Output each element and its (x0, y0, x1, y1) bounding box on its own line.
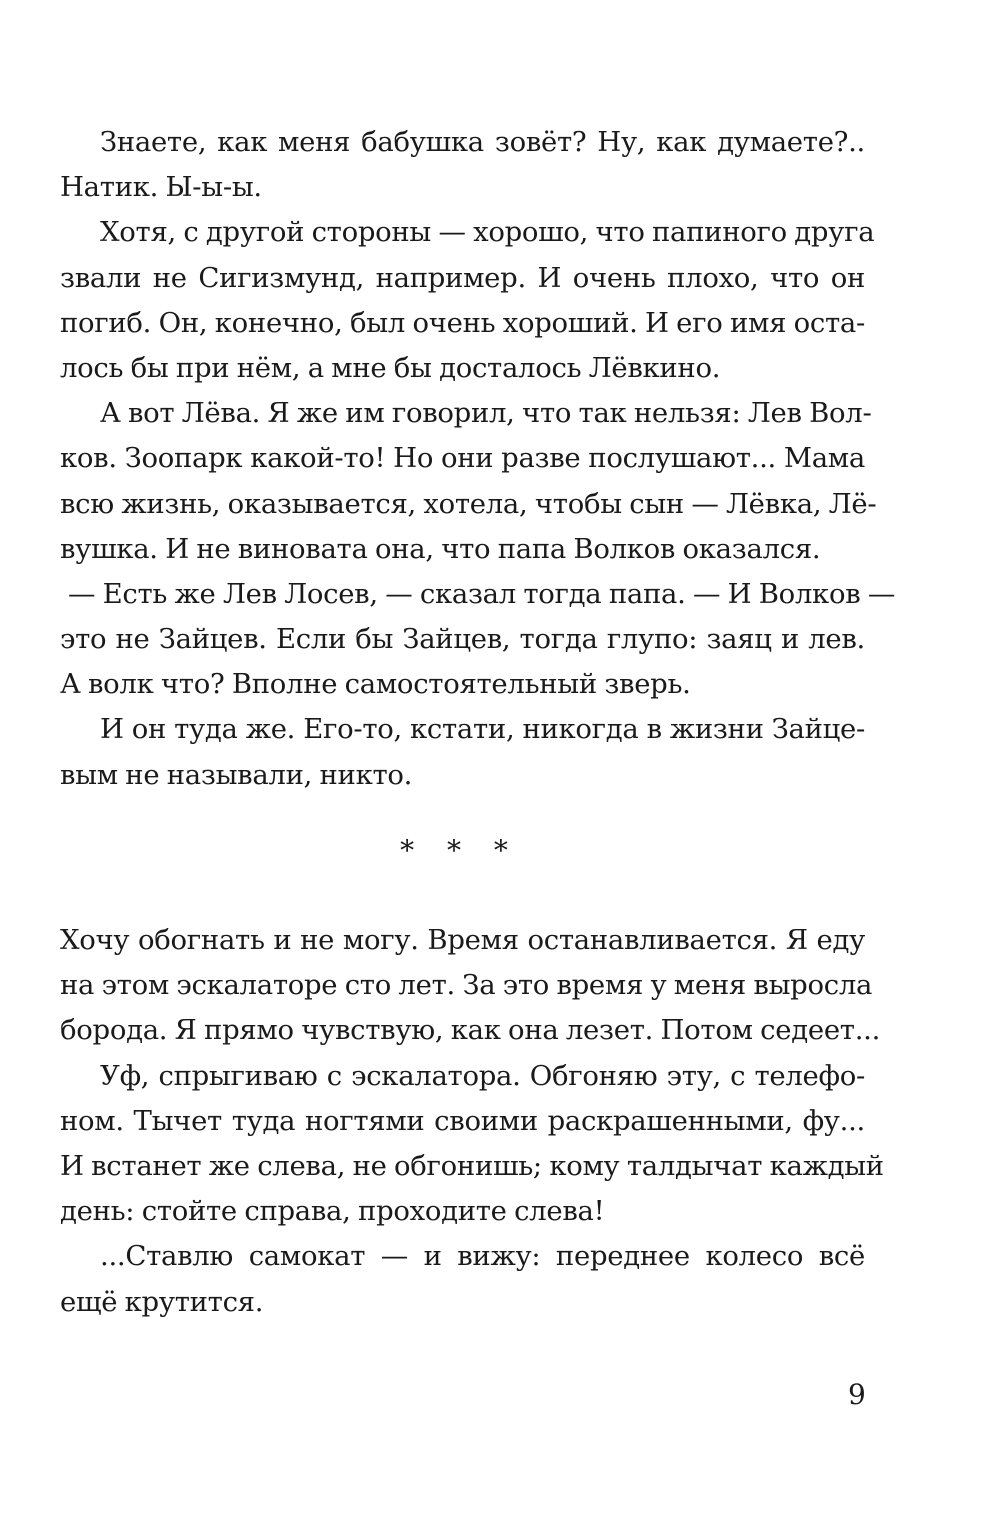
text-line: звали не Сигизмунд, например. И очень плохо, что он (60, 261, 865, 294)
text-line: Знаете, как меня бабушка зовёт? Ну, как думаете?.. (100, 126, 865, 158)
text-line: ном. Тычет туда ногтями своими раскрашенными, фу... (60, 1104, 865, 1137)
text-line: ещё крутится. (60, 1285, 264, 1318)
text-line: вушка. И не виновата она, что папа Волков оказался. (60, 532, 821, 565)
text-line: ...Ставлю самокат — и вижу: переднее колесо всё (100, 1240, 865, 1273)
text-line: на этом эскалаторе сто лет. За это время у меня выросла (60, 969, 873, 1002)
text-line: борода. Я прямо чувствую, как она лезет. Потом седеет... (60, 1014, 881, 1047)
text-line: Натик. Ы-ы-ы. (60, 171, 262, 204)
text-section-1 (60, 120, 896, 798)
text-section-2 (60, 918, 884, 1325)
text-line: А вот Лёва. Я же им говорил, что так нельзя: Лев Вол- (100, 397, 872, 430)
text-line: Хотя, с другой стороны — хорошо, что папиного друга (100, 216, 875, 249)
text-line: Хочу обогнать и не могу. Время останавливается. Я еду (60, 924, 865, 956)
page-number: 9 (848, 1378, 866, 1411)
section-separator: * * * (400, 834, 520, 867)
text-line: А волк что? Вполне самостоятельный зверь. (60, 668, 691, 701)
text-line: день: стойте справа, проходите слева! (60, 1195, 605, 1228)
text-line: погиб. Он, конечно, был очень хороший. И его имя оста- (60, 306, 865, 339)
text-line: вым не называли, никто. (60, 758, 413, 791)
text-line: лось бы при нём, а мне бы досталось Лёвкино. (60, 351, 721, 384)
text-line: И он туда же. Его-то, кстати, никогда в жизни Зайце- (100, 713, 865, 746)
text-line: всю жизнь, оказывается, хотела, чтобы сын — Лёвка, Лё- (60, 487, 877, 520)
text-line: ков. Зоопарк какой-то! Но они разве послушают... Мама (60, 442, 865, 475)
text-line: И встанет же слева, не обгонишь; кому талдычат каждый (60, 1149, 884, 1182)
text-line: это не Зайцев. Если бы Зайцев, тогда глупо: заяц и лев. (60, 623, 865, 656)
text-line: Уф, спрыгиваю с эскалатора. Обгоняю эту, с телефо- (100, 1059, 865, 1092)
text-line: — Есть же Лев Лосев, — сказал тогда папа. — И Волков — (68, 577, 896, 610)
